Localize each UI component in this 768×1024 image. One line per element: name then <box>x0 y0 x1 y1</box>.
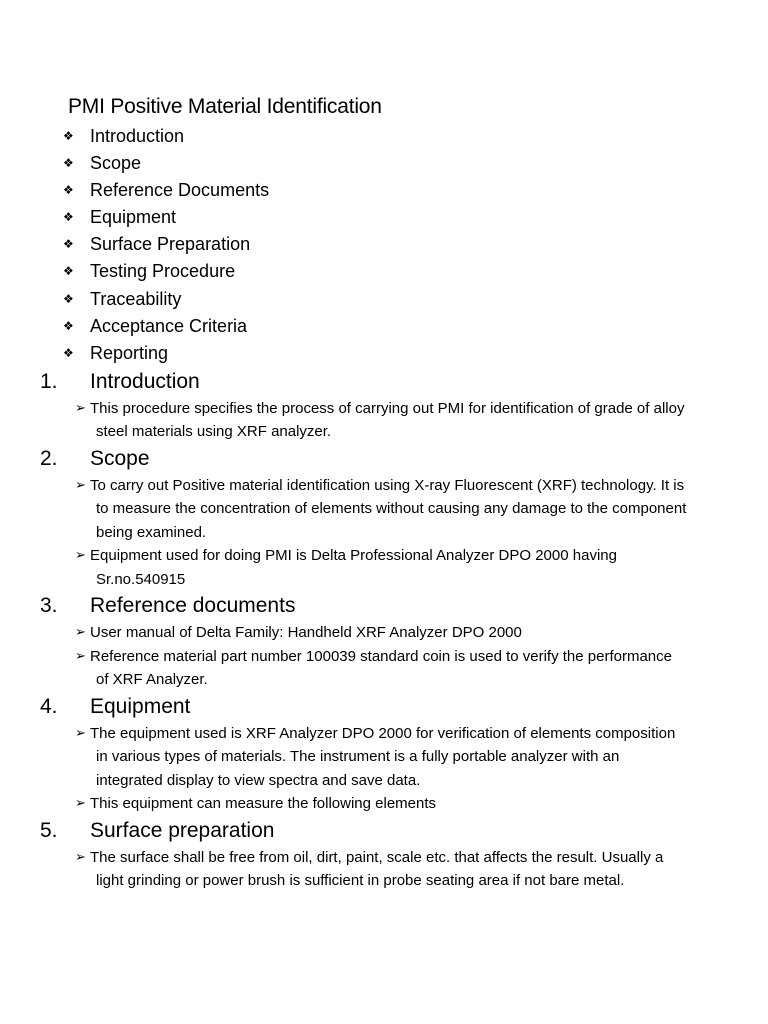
diamond-bullet-icon: ❖ <box>63 237 74 252</box>
section-heading <box>0 816 768 846</box>
toc-item: ❖ Surface Preparation <box>90 231 768 258</box>
section-heading <box>0 692 768 722</box>
toc-item: ❖ Traceability <box>90 286 768 313</box>
section-number: 5. <box>40 818 58 842</box>
section-title: Introduction <box>90 369 200 393</box>
arrow-bullet-icon: ➢ <box>75 796 86 812</box>
list-item: ➢ User manual of Delta Family: Handheld XRF Analyzer DPO 2000 <box>0 621 768 645</box>
section-points <box>0 474 768 592</box>
arrow-bullet-icon: ➢ <box>75 648 86 664</box>
diamond-bullet-icon: ❖ <box>63 210 74 225</box>
section-heading <box>0 591 768 621</box>
toc-item: ❖ Introduction <box>90 123 768 150</box>
document-title: PMI Positive Material Identification <box>68 95 382 118</box>
section-title: Scope <box>90 446 150 470</box>
diamond-bullet-icon: ❖ <box>63 129 74 143</box>
section-title: Equipment <box>90 694 191 718</box>
section-number: 2. <box>40 446 58 470</box>
toc-item: ❖ Reference Documents <box>90 177 768 204</box>
arrow-bullet-icon: ➢ <box>75 477 86 493</box>
toc-item: ❖ Equipment <box>90 204 768 231</box>
arrow-bullet-icon: ➢ <box>75 725 86 741</box>
section-number: 1. <box>40 369 58 393</box>
diamond-bullet-icon: ❖ <box>63 345 74 360</box>
section-reference-documents <box>0 591 768 692</box>
diamond-bullet-icon: ❖ <box>63 291 74 306</box>
diamond-bullet-icon: ❖ <box>63 318 74 333</box>
section-number: 4. <box>40 694 58 718</box>
diamond-bullet-icon: ❖ <box>63 183 74 198</box>
arrow-bullet-icon: ➢ <box>75 625 86 641</box>
toc-item: ❖ Acceptance Criteria <box>90 313 768 340</box>
section-number: 3. <box>40 594 58 618</box>
section-introduction <box>0 367 768 444</box>
section-surface-preparation <box>0 816 768 893</box>
section-points <box>0 722 768 816</box>
arrow-bullet-icon: ➢ <box>75 849 86 865</box>
section-points <box>0 397 768 444</box>
list-item: ➢ This equipment can measure the following elements <box>0 792 768 816</box>
toc-item: ❖ Reporting <box>90 340 768 367</box>
arrow-bullet-icon: ➢ <box>75 548 86 564</box>
section-equipment <box>0 692 768 816</box>
arrow-bullet-icon: ➢ <box>75 400 86 416</box>
list-item: ➢ The surface shall be free from oil, dirt, paint, scale etc. that affects the result. Usually a light grinding or power brush is sufficient in probe seating area if not bare metal. <box>0 846 768 893</box>
diamond-bullet-icon: ❖ <box>63 156 74 171</box>
toc-item: ❖ Scope <box>90 150 768 177</box>
section-title: Surface preparation <box>90 818 275 842</box>
table-of-contents <box>0 123 768 367</box>
list-item: ➢ Reference material part number 100039 standard coin is used to verify the performance of XRF Analyzer. <box>0 645 768 692</box>
list-item: ➢ To carry out Positive material identification using X-ray Fluorescent (XRF) technology. It is to measure the concentration of elements without causing any damage to the component being examined. <box>0 474 768 545</box>
section-title: Reference documents <box>90 594 296 618</box>
section-points <box>0 846 768 893</box>
section-heading <box>0 444 768 474</box>
diamond-bullet-icon: ❖ <box>63 264 74 279</box>
list-item: ➢ Equipment used for doing PMI is Delta Professional Analyzer DPO 2000 having Sr.no.540915 <box>0 544 768 591</box>
section-scope <box>0 444 768 592</box>
section-heading <box>0 367 768 397</box>
section-points <box>0 621 768 692</box>
list-item: ➢ This procedure specifies the process of carrying out PMI for identification of grade of alloy steel materials using XRF analyzer. <box>0 397 768 444</box>
toc-item: ❖ Testing Procedure <box>90 258 768 285</box>
list-item: ➢ The equipment used is XRF Analyzer DPO 2000 for verification of elements composition in various types of materials. The instrument is a fully portable analyzer with an integrated display to view spectra and save data. <box>0 722 768 793</box>
